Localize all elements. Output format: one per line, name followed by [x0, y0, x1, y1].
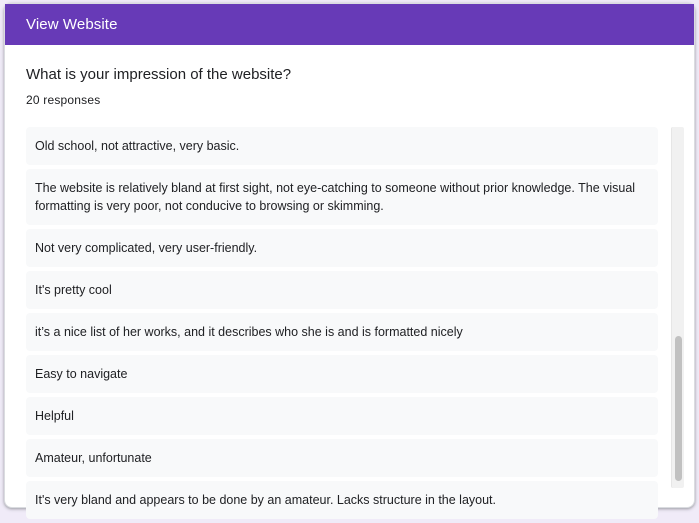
- section-header: [5, 4, 694, 45]
- response-item: Helpful: [26, 397, 658, 435]
- responses-list: [26, 127, 658, 523]
- responses-count: 20 responses: [26, 93, 101, 107]
- response-item: It's very bland and appears to be done by an amateur. Lacks structure in the layout.: [26, 481, 658, 519]
- response-item: Amateur, unfortunate: [26, 439, 658, 477]
- response-item: Old school, not attractive, very basic.: [26, 127, 658, 165]
- response-summary-card: [4, 3, 695, 508]
- scrollbar-thumb[interactable]: [675, 336, 682, 481]
- response-item: It's pretty cool: [26, 271, 658, 309]
- section-title: View Website: [26, 16, 118, 33]
- response-item: it’s a nice list of her works, and it describes who she is and is formatted nicely: [26, 313, 658, 351]
- response-item: The website is relatively bland at first sight, not eye-catching to someone without prior knowledge. The visual formatting is very poor, not conducive to browsing or skimming.: [26, 169, 658, 225]
- responses-list-container[interactable]: [26, 127, 690, 507]
- response-item: Easy to navigate: [26, 355, 658, 393]
- response-item: Not very complicated, very user-friendly.: [26, 229, 658, 267]
- scrollbar-track[interactable]: [671, 127, 684, 488]
- question-title: What is your impression of the website?: [26, 66, 292, 83]
